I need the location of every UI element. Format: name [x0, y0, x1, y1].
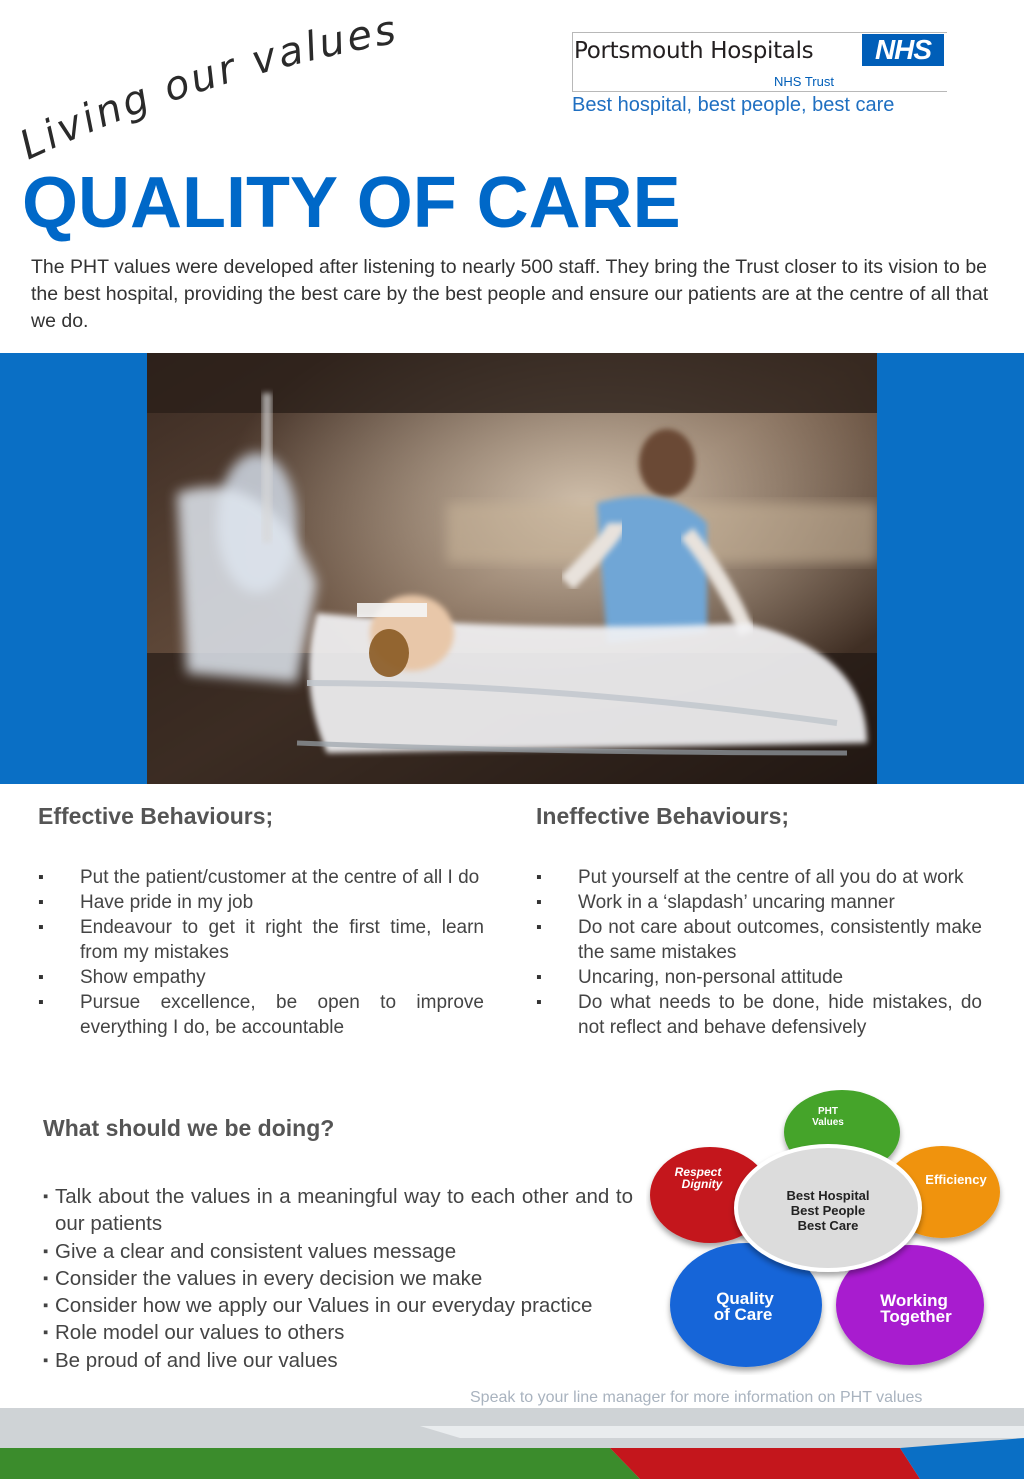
- list-item: ▪ Do what needs to be done, hide mistakes, do not reflect and behave defensively: [536, 990, 982, 1040]
- list-item: ▪ Be proud of and live our values: [43, 1347, 633, 1374]
- hospital-scene-illustration: [147, 353, 877, 784]
- list-item: ▪ Show empathy: [38, 965, 484, 990]
- bottom-right-label-2: Together: [880, 1307, 952, 1326]
- doing-list: [43, 1183, 633, 1374]
- tagline-graphic: [20, 20, 490, 170]
- bottom-left-label-2: of Care: [713, 1305, 773, 1324]
- top-label-1: PHT: [818, 1106, 838, 1117]
- footer-stripes: [0, 1408, 1024, 1479]
- stripe-red: [610, 1448, 920, 1479]
- stripe-green: [0, 1448, 640, 1479]
- stripe-light: [420, 1426, 1024, 1438]
- center-line-3: Best Care: [797, 1218, 859, 1233]
- list-item: ▪ Consider the values in every decision we make: [43, 1265, 633, 1292]
- nhs-badge: NHS: [862, 34, 944, 66]
- list-item: ▪ Pursue excellence, be open to improve everything I do, be accountable: [38, 990, 484, 1040]
- tagline: [20, 20, 490, 170]
- center-line-2: Best People: [790, 1203, 866, 1218]
- tagline-text: iving our values: [36, 20, 403, 159]
- bottom-right-label-1: Working: [880, 1291, 948, 1310]
- list-item: ▪ Consider how we apply our Values in our everyday practice: [43, 1292, 633, 1319]
- left-label-2: Dignity: [681, 1177, 723, 1191]
- list-item: ▪ Work in a ‘slapdash’ uncaring manner: [536, 890, 982, 915]
- trust-logo: [570, 30, 950, 120]
- svg-text:Living our values: [20, 20, 402, 169]
- list-item: ▪ Give a clear and consistent values message: [43, 1238, 633, 1265]
- top-label-2: Values: [812, 1117, 844, 1128]
- trust-label: NHS Trust: [774, 74, 834, 89]
- org-name: Portsmouth Hospitals: [574, 38, 814, 64]
- slogan: Best hospital, best people, best care: [572, 94, 895, 116]
- list-item: ▪ Put the patient/customer at the centre of all I do: [38, 865, 484, 890]
- list-item: ▪ Talk about the values in a meaningful way to each other and to our patients: [43, 1183, 633, 1238]
- footer-note: Speak to your line manager for more information on PHT values: [470, 1389, 923, 1406]
- values-puzzle: [646, 1090, 1006, 1375]
- list-item: ▪ Endeavour to get it right the first time, learn from my mistakes: [38, 915, 484, 965]
- list-item: ▪ Role model our values to others: [43, 1319, 633, 1346]
- bottom-left-label-1: Quality: [716, 1289, 774, 1308]
- doing-heading: What should we be doing?: [43, 1115, 335, 1141]
- list-item: ▪ Have pride in my job: [38, 890, 484, 915]
- list-item: ▪ Do not care about outcomes, consistently make the same mistakes: [536, 915, 982, 965]
- right-label-1: Efficiency: [925, 1172, 987, 1187]
- ineffective-heading: Ineffective Behaviours;: [536, 803, 790, 829]
- left-label-1: Respect: [674, 1165, 722, 1179]
- effective-list: [38, 865, 484, 1040]
- intro-paragraph: The PHT values were developed after listening to nearly 500 staff. They bring the Trust closer to its vision to be the best hospital, providing the best care by the best people and ensure our patients are at the centre of all that we do.: [31, 256, 989, 332]
- page-title: QUALITY OF CARE: [22, 163, 681, 243]
- ineffective-list: [536, 865, 982, 1040]
- effective-heading: Effective Behaviours;: [38, 803, 274, 829]
- list-item: ▪ Uncaring, non-personal attitude: [536, 965, 982, 990]
- list-item: ▪ Put yourself at the centre of all you do at work: [536, 865, 982, 890]
- center-line-1: Best Hospital: [786, 1188, 870, 1203]
- hospital-photo: [147, 353, 877, 784]
